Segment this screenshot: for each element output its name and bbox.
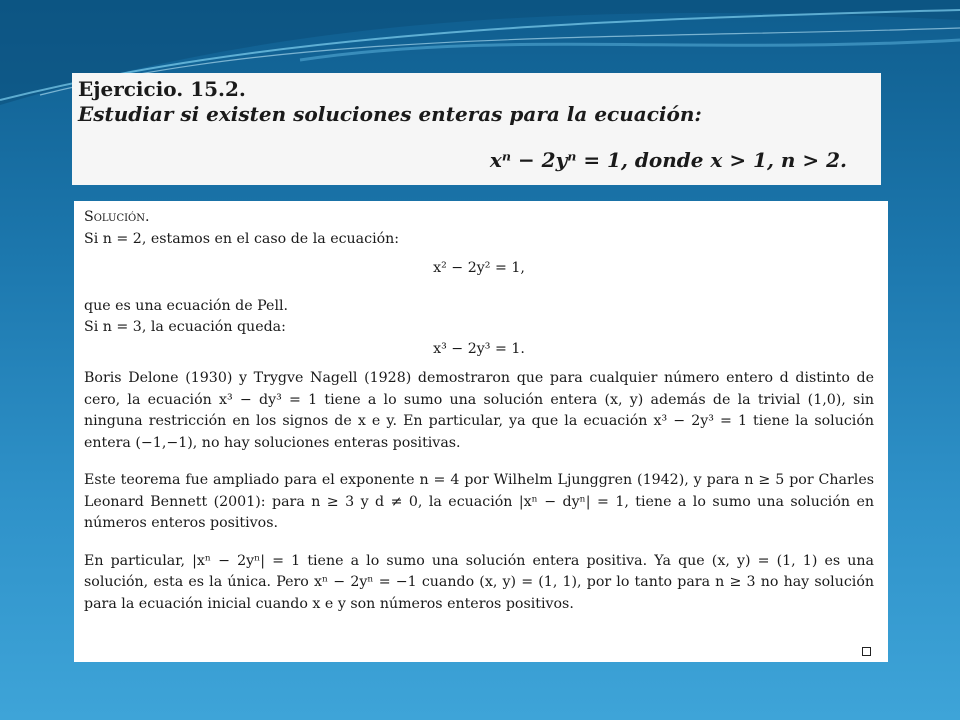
solution-panel: [74, 201, 888, 662]
exercise-title: Ejercicio. 15.2.: [78, 77, 246, 101]
exercise-statement: Estudiar si existen soluciones enteras para la ecuación:: [78, 102, 702, 126]
qed-square-icon: [862, 647, 871, 656]
solution-heading: Solución.: [84, 209, 150, 225]
paragraph-conclusion: En particular, |xⁿ − 2yⁿ| = 1 tiene a lo sumo una solución entera positiva. Ya que (x, y) = (1, 1) es una solución, esta es la única. Pero xⁿ − 2yⁿ = −1 cuando (x, y) = (1, 1), por lo tanto para n ≥ 3 no hay solución para la ecuación inicial cuando x e y son números enteros positivos.: [84, 552, 874, 612]
solution-line-pell: que es una ecuación de Pell.: [84, 297, 289, 314]
solution-line-n2: Si n = 2, estamos en el caso de la ecuación:: [84, 230, 400, 247]
solution-line-n3: Si n = 3, la ecuación queda:: [84, 319, 286, 335]
paragraph-delone-nagell: Boris Delone (1930) y Trygve Nagell (1928) demostraron que para cualquier número entero d distinto de cero, la ecuación x³ − dy³ = 1 tiene a lo sumo una solución entera (x, y) además de la trivial (1,0), sin ninguna restricción en los signos de x e y. En particular, ya que la ecuación x³ − 2y³ = 1 tiene la solución entera (−1,−1), no hay soluciones enteras positivas.: [84, 370, 874, 451]
exercise-panel: [72, 73, 881, 185]
pell-equation: x² − 2y² = 1,: [433, 260, 525, 276]
paragraph-ljunggren-bennett: Este teorema fue ampliado para el exponente n = 4 por Wilhelm Ljunggren (1942), y para n ≥ 5 por Charles Leonard Bennett (2001): para n ≥ 3 y d ≠ 0, la ecuación |xⁿ − dyⁿ| = 1, tiene a lo sumo una solución en números enteros positivos.: [84, 472, 874, 531]
cubic-equation: x³ − 2y³ = 1.: [433, 340, 525, 357]
exercise-equation: xⁿ − 2yⁿ = 1, donde x > 1, n > 2.: [489, 148, 847, 172]
